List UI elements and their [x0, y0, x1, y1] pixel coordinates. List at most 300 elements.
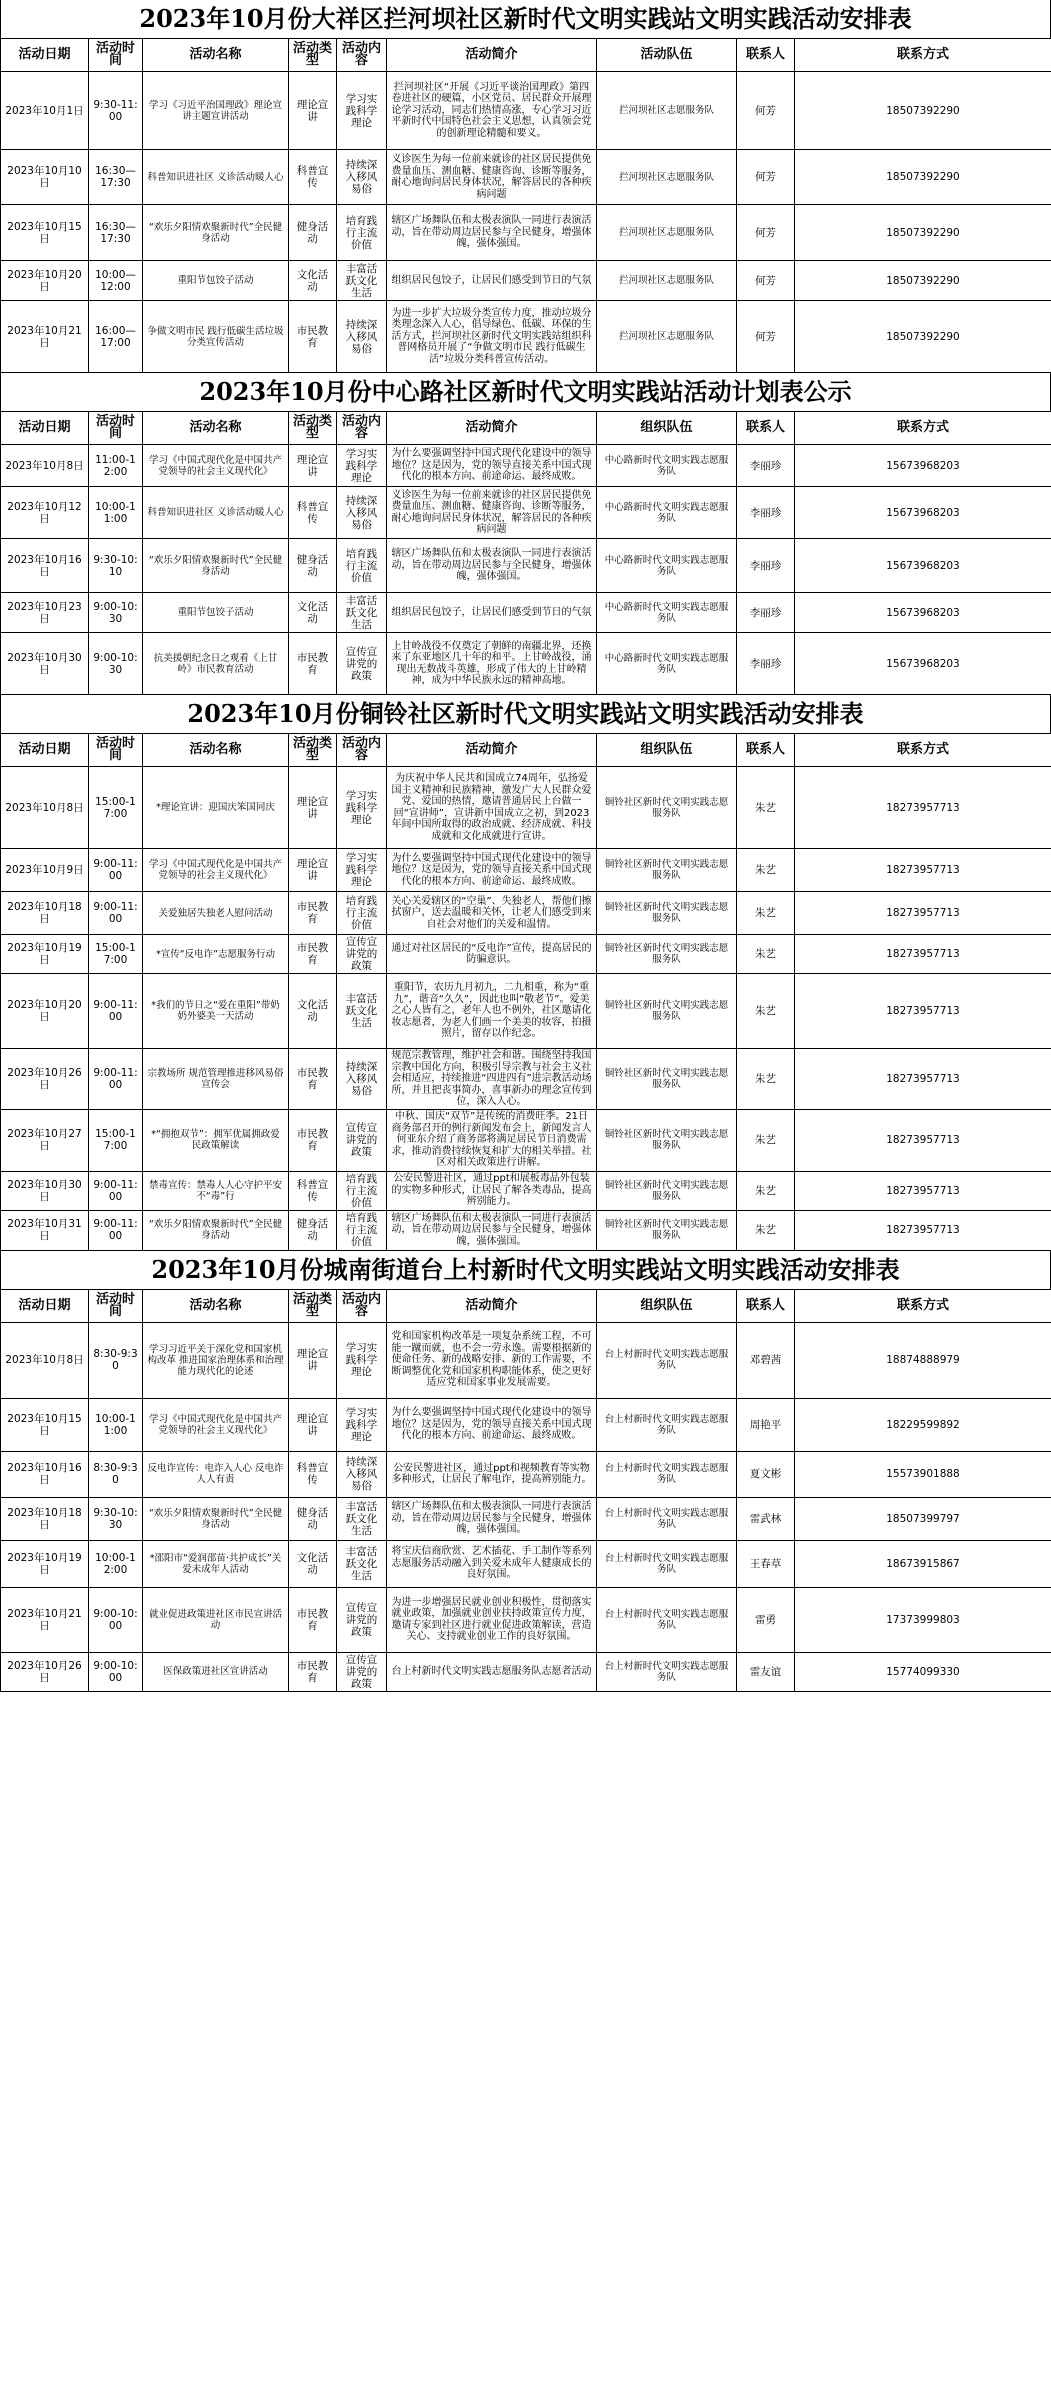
cell-name: 学习《习近平治国理政》理论宣讲主题宣讲活动: [143, 72, 289, 150]
cell-content: 学习实践科学理论: [337, 849, 387, 892]
cell-content: 宣传宣讲党的政策: [337, 1587, 387, 1652]
cell-date: 2023年10月21日: [1, 301, 89, 373]
cell-team: 拦河坝社区志愿服务队: [597, 72, 737, 150]
cell-team: 拦河坝社区志愿服务队: [597, 261, 737, 301]
cell-name: *邵阳市“爱润邵苗·共护成长”关爱未成年人活动: [143, 1540, 289, 1587]
cell-phone: 15673968203: [795, 539, 1051, 593]
cell-time: 15:00-17:00: [89, 935, 143, 974]
cell-name: 重阳节包饺子活动: [143, 593, 289, 633]
cell-time: 9:00-10:30: [89, 633, 143, 695]
column-header: 组织队伍: [597, 1289, 737, 1322]
column-header: 联系人: [737, 1289, 795, 1322]
cell-team: 铜铃社区新时代文明实践志愿服务队: [597, 892, 737, 935]
cell-content: 丰富活跃文化生活: [337, 261, 387, 301]
table-header-row: [1, 734, 1051, 767]
cell-time: 9:00-11:00: [89, 1210, 143, 1250]
column-header: 活动名称: [143, 412, 289, 445]
table-row: [1, 1210, 1051, 1250]
table-header-row: [1, 39, 1051, 72]
column-header: 活动时间: [89, 734, 143, 767]
cell-type: 科普宣传: [289, 1451, 337, 1497]
activity-table: [0, 1289, 1051, 1692]
cell-date: 2023年10月16日: [1, 1451, 89, 1497]
cell-phone: 18273957713: [795, 974, 1051, 1049]
cell-date: 2023年10月8日: [1, 767, 89, 849]
cell-type: 健身活动: [289, 205, 337, 261]
cell-phone: 15673968203: [795, 633, 1051, 695]
column-header: 活动名称: [143, 39, 289, 72]
cell-team: 中心路新时代文明实践志愿服务队: [597, 593, 737, 633]
cell-name: 就业促进政策进社区市民宣讲活动: [143, 1587, 289, 1652]
cell-date: 2023年10月19日: [1, 935, 89, 974]
cell-name: 学习《中国式现代化是中国共产党领导的社会主义现代化》: [143, 1398, 289, 1451]
table-row: [1, 445, 1051, 487]
cell-contact: 朱艺: [737, 935, 795, 974]
cell-contact: 李丽珍: [737, 593, 795, 633]
cell-intro: 中秋、国庆“双节”是传统的消费旺季。21日商务部召开的例行新闻发布会上，新闻发言人何亚东介绍了商务部将满足居民节日消费需求，推动消费持续恢复和扩大的相关举措。社区对相关政策进行讲解。: [387, 1109, 597, 1171]
column-header: 联系方式: [795, 39, 1051, 72]
cell-type: 市民教育: [289, 1109, 337, 1171]
section-title: 2023年10月份大祥区拦河坝社区新时代文明实践站文明实践活动安排表: [0, 0, 1051, 38]
cell-date: 2023年10月20日: [1, 261, 89, 301]
cell-date: 2023年10月10日: [1, 150, 89, 205]
cell-date: 2023年10月21日: [1, 1587, 89, 1652]
cell-team: 铜铃社区新时代文明实践志愿服务队: [597, 1109, 737, 1171]
table-row: [1, 301, 1051, 373]
cell-content: 丰富活跃文化生活: [337, 1540, 387, 1587]
cell-date: 2023年10月26日: [1, 1049, 89, 1110]
column-header: 组织队伍: [597, 412, 737, 445]
table-header-row: [1, 1289, 1051, 1322]
cell-contact: 朱艺: [737, 892, 795, 935]
column-header: 活动简介: [387, 39, 597, 72]
cell-content: 培育践行主流价值: [337, 205, 387, 261]
table-row: [1, 1652, 1051, 1691]
cell-contact: 朱艺: [737, 849, 795, 892]
cell-contact: 何芳: [737, 261, 795, 301]
cell-team: 台上村新时代文明实践志愿服务队: [597, 1451, 737, 1497]
cell-content: 持续深入移风易俗: [337, 1049, 387, 1110]
cell-content: 培育践行主流价值: [337, 1171, 387, 1210]
cell-contact: 邓碧茜: [737, 1322, 795, 1398]
cell-type: 健身活动: [289, 1497, 337, 1540]
cell-name: *宣传“反电诈”志愿服务行动: [143, 935, 289, 974]
column-header: 活动日期: [1, 39, 89, 72]
table-header-row: [1, 412, 1051, 445]
cell-time: 10:00-11:00: [89, 1398, 143, 1451]
cell-date: 2023年10月8日: [1, 1322, 89, 1398]
cell-type: 科普宣传: [289, 487, 337, 539]
cell-type: 市民教育: [289, 1652, 337, 1691]
cell-contact: 周艳平: [737, 1398, 795, 1451]
column-header: 联系人: [737, 39, 795, 72]
cell-type: 健身活动: [289, 1210, 337, 1250]
cell-intro: 台上村新时代文明实践志愿服务队志愿者活动: [387, 1652, 597, 1691]
cell-phone: 18874888979: [795, 1322, 1051, 1398]
cell-contact: 李丽珍: [737, 445, 795, 487]
cell-name: 宗教场所 规范管理推进移风易俗宣传会: [143, 1049, 289, 1110]
cell-time: 9:00-10:30: [89, 593, 143, 633]
cell-phone: 15673968203: [795, 445, 1051, 487]
cell-phone: 18273957713: [795, 767, 1051, 849]
cell-type: 文化活动: [289, 1540, 337, 1587]
cell-name: 学习《中国式现代化是中国共产党领导的社会主义现代化》: [143, 849, 289, 892]
table-row: [1, 261, 1051, 301]
cell-contact: 雷武林: [737, 1497, 795, 1540]
cell-contact: 何芳: [737, 72, 795, 150]
cell-intro: 为什么要强调坚持中国式现代化建设中的领导地位？这是因为，党的领导直接关系中国式现代化的根本方向、前途命运、最终成败。: [387, 1398, 597, 1451]
cell-phone: 18507392290: [795, 72, 1051, 150]
cell-contact: 何芳: [737, 150, 795, 205]
cell-intro: 辖区广场舞队伍和太极表演队一同进行表演活动，旨在带动周边居民参与全民健身，增强体魄，强体强国。: [387, 205, 597, 261]
column-header: 活动名称: [143, 734, 289, 767]
cell-content: 持续深入移风易俗: [337, 301, 387, 373]
cell-time: 15:00-17:00: [89, 1109, 143, 1171]
section-title: 2023年10月份城南街道台上村新时代文明实践站文明实践活动安排表: [0, 1251, 1051, 1289]
column-header: 活动日期: [1, 1289, 89, 1322]
cell-content: 宣传宣讲党的政策: [337, 1109, 387, 1171]
cell-phone: 18273957713: [795, 1210, 1051, 1250]
cell-time: 9:00-10:00: [89, 1652, 143, 1691]
cell-name: 争做文明市民 践行低碳生活垃圾分类宣传活动: [143, 301, 289, 373]
cell-team: 台上村新时代文明实践志愿服务队: [597, 1322, 737, 1398]
cell-time: 9:00-11:00: [89, 892, 143, 935]
cell-intro: 公安民警进社区，通过ppt和视频教育等实物多种形式，让居民了解电诈，提高辨别能力。: [387, 1451, 597, 1497]
cell-phone: 18273957713: [795, 892, 1051, 935]
column-header: 联系人: [737, 734, 795, 767]
cell-team: 台上村新时代文明实践志愿服务队: [597, 1652, 737, 1691]
table-row: [1, 1171, 1051, 1210]
cell-time: 16:30—17:30: [89, 205, 143, 261]
column-header: 活动内容: [337, 1289, 387, 1322]
cell-content: 宣传宣讲党的政策: [337, 1652, 387, 1691]
cell-date: 2023年10月31日: [1, 1210, 89, 1250]
cell-contact: 何芳: [737, 205, 795, 261]
cell-phone: 18507392290: [795, 261, 1051, 301]
cell-date: 2023年10月26日: [1, 1652, 89, 1691]
cell-content: 丰富活跃文化生活: [337, 974, 387, 1049]
cell-name: 抗美援朝纪念日之观看《上甘岭》市民教育活动: [143, 633, 289, 695]
column-header: 活动时间: [89, 412, 143, 445]
cell-phone: 15673968203: [795, 593, 1051, 633]
table-row: [1, 1322, 1051, 1398]
cell-date: 2023年10月16日: [1, 539, 89, 593]
cell-intro: 规范宗教管理，维护社会和谐。围绕坚持我国宗教中国化方向，积极引导宗教与社会主义社会相适应，持续推进“四进四有”进宗教活动场所，并且把丧事简办，喜事新办的理念宣传到位，深入人心。: [387, 1049, 597, 1110]
cell-team: 中心路新时代文明实践志愿服务队: [597, 487, 737, 539]
table-row: [1, 1497, 1051, 1540]
column-header: 活动简介: [387, 734, 597, 767]
column-header: 活动类型: [289, 1289, 337, 1322]
cell-phone: 15573901888: [795, 1451, 1051, 1497]
cell-date: 2023年10月20日: [1, 974, 89, 1049]
cell-phone: 18507392290: [795, 150, 1051, 205]
cell-phone: 18673915867: [795, 1540, 1051, 1587]
cell-phone: 18507392290: [795, 301, 1051, 373]
cell-type: 科普宣传: [289, 150, 337, 205]
cell-name: 科普知识进社区 义诊活动暖人心: [143, 487, 289, 539]
cell-content: 持续深入移风易俗: [337, 487, 387, 539]
cell-content: 宣传宣讲党的政策: [337, 633, 387, 695]
cell-team: 台上村新时代文明实践志愿服务队: [597, 1540, 737, 1587]
cell-intro: 拦河坝社区“开展《习近平谈治国理政》第四卷进社区的硬篇，小区党员、居民群众开展理论学习活动，同志们热情高涨，专心学习习近平新时代中国特色社会主义思想，认真领会党的创新理论精髓和要义。: [387, 72, 597, 150]
cell-phone: 18273957713: [795, 1049, 1051, 1110]
cell-type: 文化活动: [289, 974, 337, 1049]
table-row: [1, 1451, 1051, 1497]
column-header: 联系方式: [795, 1289, 1051, 1322]
table-row: [1, 539, 1051, 593]
cell-content: 持续深入移风易俗: [337, 1451, 387, 1497]
cell-intro: 义诊医生为每一位前来就诊的社区居民提供免费量血压、测血糖、健康咨询、诊断等服务，耐心地询问居民身体状况，解答居民的各种疾病问题: [387, 487, 597, 539]
table-row: [1, 1540, 1051, 1587]
cell-type: 市民教育: [289, 301, 337, 373]
cell-team: 铜铃社区新时代文明实践志愿服务队: [597, 935, 737, 974]
cell-team: 拦河坝社区志愿服务队: [597, 150, 737, 205]
cell-contact: 雷勇: [737, 1587, 795, 1652]
cell-name: “欢乐夕阳情欢聚新时代”全民健身活动: [143, 539, 289, 593]
table-row: [1, 974, 1051, 1049]
cell-contact: 朱艺: [737, 1210, 795, 1250]
table-row: [1, 1049, 1051, 1110]
cell-contact: 朱艺: [737, 1171, 795, 1210]
table-row: [1, 205, 1051, 261]
cell-time: 9:30-11:00: [89, 72, 143, 150]
cell-content: 丰富活跃文化生活: [337, 593, 387, 633]
cell-type: 科普宣传: [289, 1171, 337, 1210]
cell-time: 9:00-11:00: [89, 974, 143, 1049]
cell-name: 禁毒宣传：禁毒人人心守护平安不“毒”行: [143, 1171, 289, 1210]
column-header: 活动类型: [289, 734, 337, 767]
cell-type: 理论宣讲: [289, 767, 337, 849]
column-header: 组织队伍: [597, 734, 737, 767]
cell-name: “欢乐夕阳情欢聚新时代”全民健身活动: [143, 1210, 289, 1250]
cell-name: 关爱独居失独老人慰问活动: [143, 892, 289, 935]
cell-type: 理论宣讲: [289, 72, 337, 150]
cell-team: 铜铃社区新时代文明实践志愿服务队: [597, 849, 737, 892]
cell-content: 学习实践科学理论: [337, 1322, 387, 1398]
cell-time: 9:30-10:10: [89, 539, 143, 593]
cell-name: “欢乐夕阳情欢聚新时代”全民健身活动: [143, 205, 289, 261]
cell-intro: 组织居民包饺子，让居民们感受到节日的气氛: [387, 261, 597, 301]
cell-time: 9:00-11:00: [89, 1049, 143, 1110]
cell-name: *我们的节日之“爱在重阳”带奶奶外婆美一天活动: [143, 974, 289, 1049]
cell-contact: 李丽珍: [737, 539, 795, 593]
cell-team: 拦河坝社区志愿服务队: [597, 301, 737, 373]
column-header: 活动队伍: [597, 39, 737, 72]
cell-time: 15:00-17:00: [89, 767, 143, 849]
cell-type: 市民教育: [289, 633, 337, 695]
cell-contact: 何芳: [737, 301, 795, 373]
cell-intro: 辖区广场舞队伍和太极表演队一同进行表演活动，旨在带动周边居民参与全民健身，增强体魄，强体强国。: [387, 1210, 597, 1250]
cell-intro: 辖区广场舞队伍和太极表演队一同进行表演活动，旨在带动周边居民参与全民健身，增强体魄，强体强国。: [387, 1497, 597, 1540]
cell-contact: 李丽珍: [737, 633, 795, 695]
cell-time: 10:00—12:00: [89, 261, 143, 301]
cell-content: 学习实践科学理论: [337, 445, 387, 487]
table-row: [1, 1109, 1051, 1171]
cell-date: 2023年10月18日: [1, 1497, 89, 1540]
table-row: [1, 1398, 1051, 1451]
cell-time: 10:00-12:00: [89, 1540, 143, 1587]
table-row: [1, 593, 1051, 633]
cell-name: 科普知识进社区 义诊活动暖人心: [143, 150, 289, 205]
cell-name: 学习《中国式现代化是中国共产党领导的社会主义现代化》: [143, 445, 289, 487]
cell-date: 2023年10月15日: [1, 205, 89, 261]
cell-content: 培育践行主流价值: [337, 1210, 387, 1250]
cell-date: 2023年10月30日: [1, 633, 89, 695]
cell-intro: 辖区广场舞队伍和太极表演队一同进行表演活动，旨在带动周边居民参与全民健身，增强体魄，强体强国。: [387, 539, 597, 593]
cell-intro: 为什么要强调坚持中国式现代化建设中的领导地位？这是因为，党的领导直接关系中国式现代化的根本方向、前途命运、最终成败。: [387, 849, 597, 892]
cell-time: 10:00-11:00: [89, 487, 143, 539]
cell-phone: 17373999803: [795, 1587, 1051, 1652]
cell-phone: 18273957713: [795, 935, 1051, 974]
cell-content: 宣传宣讲党的政策: [337, 935, 387, 974]
cell-date: 2023年10月27日: [1, 1109, 89, 1171]
cell-team: 中心路新时代文明实践志愿服务队: [597, 445, 737, 487]
cell-intro: 将宝庆信商欣赏、艺术插花、手工制作等系列志愿服务活动融入到关爱未成年人健康成长的良好氛围。: [387, 1540, 597, 1587]
column-header: 活动日期: [1, 734, 89, 767]
cell-intro: 为什么要强调坚持中国式现代化建设中的领导地位？这是因为，党的领导直接关系中国式现代化的根本方向、前途命运、最终成败。: [387, 445, 597, 487]
cell-intro: 党和国家机构改革是一项复杂系统工程，不可能一蹴而就，也不会一劳永逸。需要根据新的使命任务、新的战略安排、新的工作需要，不断调整优化党和国家机构职能体系，使之更好适应党和国家事业发展需要。: [387, 1322, 597, 1398]
cell-contact: 朱艺: [737, 1109, 795, 1171]
table-row: [1, 487, 1051, 539]
cell-intro: 公安民警进社区，通过ppt和展板毒品外包装的实物多种形式，让居民了解各类毒品，提高辨别能力。: [387, 1171, 597, 1210]
cell-contact: 朱艺: [737, 974, 795, 1049]
cell-content: 培育践行主流价值: [337, 539, 387, 593]
cell-date: 2023年10月9日: [1, 849, 89, 892]
cell-content: 学习实践科学理论: [337, 72, 387, 150]
cell-intro: 为进一步增强居民就业创业积极性，贯彻落实就业政策，加强就业创业扶持政策宣传力度，邀请专家到社区进行就业促进政策解读，营造关心、支持就业创业工作的良好氛围。: [387, 1587, 597, 1652]
table-row: [1, 935, 1051, 974]
cell-name: 医保政策进社区宣讲活动: [143, 1652, 289, 1691]
cell-type: 市民教育: [289, 1587, 337, 1652]
cell-contact: 雷友谊: [737, 1652, 795, 1691]
cell-type: 市民教育: [289, 1049, 337, 1110]
cell-name: *理论宣讲：迎国庆笨国同庆: [143, 767, 289, 849]
cell-time: 9:00-11:00: [89, 849, 143, 892]
table-row: [1, 892, 1051, 935]
cell-content: 培育践行主流价值: [337, 892, 387, 935]
cell-intro: 重阳节，农历九月初九，二九相重，称为“重九”，谐音“久久”，因此也叫“敬老节”。爱美之心人皆有之，老年人也不例外，社区邀请化妆志愿者，为老人们画一个美美的妆容，拍摄照片，留存以作纪念。: [387, 974, 597, 1049]
cell-team: 铜铃社区新时代文明实践志愿服务队: [597, 1049, 737, 1110]
column-header: 活动类型: [289, 39, 337, 72]
cell-team: 铜铃社区新时代文明实践志愿服务队: [597, 1171, 737, 1210]
column-header: 联系方式: [795, 734, 1051, 767]
cell-contact: 李丽珍: [737, 487, 795, 539]
column-header: 联系人: [737, 412, 795, 445]
cell-date: 2023年10月1日: [1, 72, 89, 150]
table-row: [1, 767, 1051, 849]
cell-time: 9:00-10:00: [89, 1587, 143, 1652]
cell-intro: 通过对社区居民的“反电诈”宣传，提高居民的防骗意识。: [387, 935, 597, 974]
cell-date: 2023年10月12日: [1, 487, 89, 539]
cell-intro: 为进一步扩大垃圾分类宣传力度，推动垃圾分类理念深入人心，倡导绿色、低碳、环保的生活方式，拦河坝社区新时代文明实践站组织科普网格员开展了“争做文明市民 践行低碳生活”垃圾分类科普宣传活动。: [387, 301, 597, 373]
column-header: 活动时间: [89, 1289, 143, 1322]
column-header: 活动内容: [337, 412, 387, 445]
cell-type: 理论宣讲: [289, 1322, 337, 1398]
cell-date: 2023年10月30日: [1, 1171, 89, 1210]
cell-team: 台上村新时代文明实践志愿服务队: [597, 1587, 737, 1652]
cell-name: 学习习近平关于深化党和国家机构改革 推进国家治理体系和治理能力现代化的论述: [143, 1322, 289, 1398]
cell-content: 学习实践科学理论: [337, 1398, 387, 1451]
section-title: 2023年10月份铜铃社区新时代文明实践站文明实践活动安排表: [0, 695, 1051, 733]
cell-date: 2023年10月8日: [1, 445, 89, 487]
cell-team: 拦河坝社区志愿服务队: [597, 205, 737, 261]
cell-type: 文化活动: [289, 261, 337, 301]
cell-time: 11:00-12:00: [89, 445, 143, 487]
cell-type: 理论宣讲: [289, 445, 337, 487]
cell-time: 16:00—17:00: [89, 301, 143, 373]
table-row: [1, 849, 1051, 892]
activity-table: [0, 411, 1051, 695]
cell-content: 学习实践科学理论: [337, 767, 387, 849]
table-row: [1, 633, 1051, 695]
cell-phone: 18229599892: [795, 1398, 1051, 1451]
table-row: [1, 150, 1051, 205]
cell-name: “欢乐夕阳情欢聚新时代”全民健身活动: [143, 1497, 289, 1540]
cell-intro: 上甘岭战役不仅奠定了朝鲜的南疆北界，还换来了东亚地区几十年的和平。上甘岭战役，涌现出无数战斗英雄，形成了伟大的上甘岭精神，成为中华民族永远的精神高地。: [387, 633, 597, 695]
cell-time: 8:30-9:30: [89, 1451, 143, 1497]
cell-contact: 朱艺: [737, 1049, 795, 1110]
cell-team: 铜铃社区新时代文明实践志愿服务队: [597, 974, 737, 1049]
cell-intro: 组织居民包饺子，让居民们感受到节日的气氛: [387, 593, 597, 633]
cell-intro: 关心关爱辖区的“空巢”、失独老人，帮他们擦拭窗户，送去温暖和关怀，让老人们感受到来自社会对他们的关爱和温情。: [387, 892, 597, 935]
cell-intro: 为庆祝中华人民共和国成立74周年，弘扬爱国主义精神和民族精神，激发广大人民群众爱党、爱国的热情，邀请普通居民上台做一回“宣讲师”，宣讲新中国成立之初，到2023年间中国所取得的政治成就、经济成就、科技成就和文化成就进行宣讲。: [387, 767, 597, 849]
cell-date: 2023年10月15日: [1, 1398, 89, 1451]
cell-date: 2023年10月23日: [1, 593, 89, 633]
cell-phone: 15774099330: [795, 1652, 1051, 1691]
cell-name: 反电诈宣传：电诈入人心 反电诈人人有责: [143, 1451, 289, 1497]
cell-time: 8:30-9:30: [89, 1322, 143, 1398]
column-header: 活动日期: [1, 412, 89, 445]
cell-time: 16:30—17:30: [89, 150, 143, 205]
cell-phone: 18507399797: [795, 1497, 1051, 1540]
section-title: 2023年10月份中心路社区新时代文明实践站活动计划表公示: [0, 373, 1051, 411]
cell-phone: 15673968203: [795, 487, 1051, 539]
cell-team: 台上村新时代文明实践志愿服务队: [597, 1497, 737, 1540]
cell-type: 文化活动: [289, 593, 337, 633]
column-header: 活动内容: [337, 734, 387, 767]
cell-type: 健身活动: [289, 539, 337, 593]
activity-table: [0, 733, 1051, 1251]
cell-time: 9:00-11:00: [89, 1171, 143, 1210]
column-header: 活动简介: [387, 412, 597, 445]
column-header: 活动简介: [387, 1289, 597, 1322]
cell-type: 市民教育: [289, 935, 337, 974]
cell-content: 持续深入移风易俗: [337, 150, 387, 205]
cell-time: 9:30-10:30: [89, 1497, 143, 1540]
cell-content: 丰富活跃文化生活: [337, 1497, 387, 1540]
cell-contact: 夏文彬: [737, 1451, 795, 1497]
cell-phone: 18273957713: [795, 849, 1051, 892]
column-header: 联系方式: [795, 412, 1051, 445]
cell-team: 铜铃社区新时代文明实践志愿服务队: [597, 1210, 737, 1250]
cell-name: 重阳节包饺子活动: [143, 261, 289, 301]
column-header: 活动时间: [89, 39, 143, 72]
cell-contact: 朱艺: [737, 767, 795, 849]
table-row: [1, 1587, 1051, 1652]
cell-type: 市民教育: [289, 892, 337, 935]
cell-date: 2023年10月19日: [1, 1540, 89, 1587]
cell-name: *“拥抱双节”：拥军优属拥政爱民政策解读: [143, 1109, 289, 1171]
cell-team: 中心路新时代文明实践志愿服务队: [597, 539, 737, 593]
activity-table: [0, 38, 1051, 373]
column-header: 活动名称: [143, 1289, 289, 1322]
cell-contact: 王春草: [737, 1540, 795, 1587]
cell-team: 铜铃社区新时代文明实践志愿服务队: [597, 767, 737, 849]
cell-type: 理论宣讲: [289, 1398, 337, 1451]
cell-intro: 义诊医生为每一位前来就诊的社区居民提供免费量血压、测血糖、健康咨询、诊断等服务，耐心地询问居民身体状况，解答居民的各种疾病问题: [387, 150, 597, 205]
column-header: 活动内容: [337, 39, 387, 72]
cell-date: 2023年10月18日: [1, 892, 89, 935]
